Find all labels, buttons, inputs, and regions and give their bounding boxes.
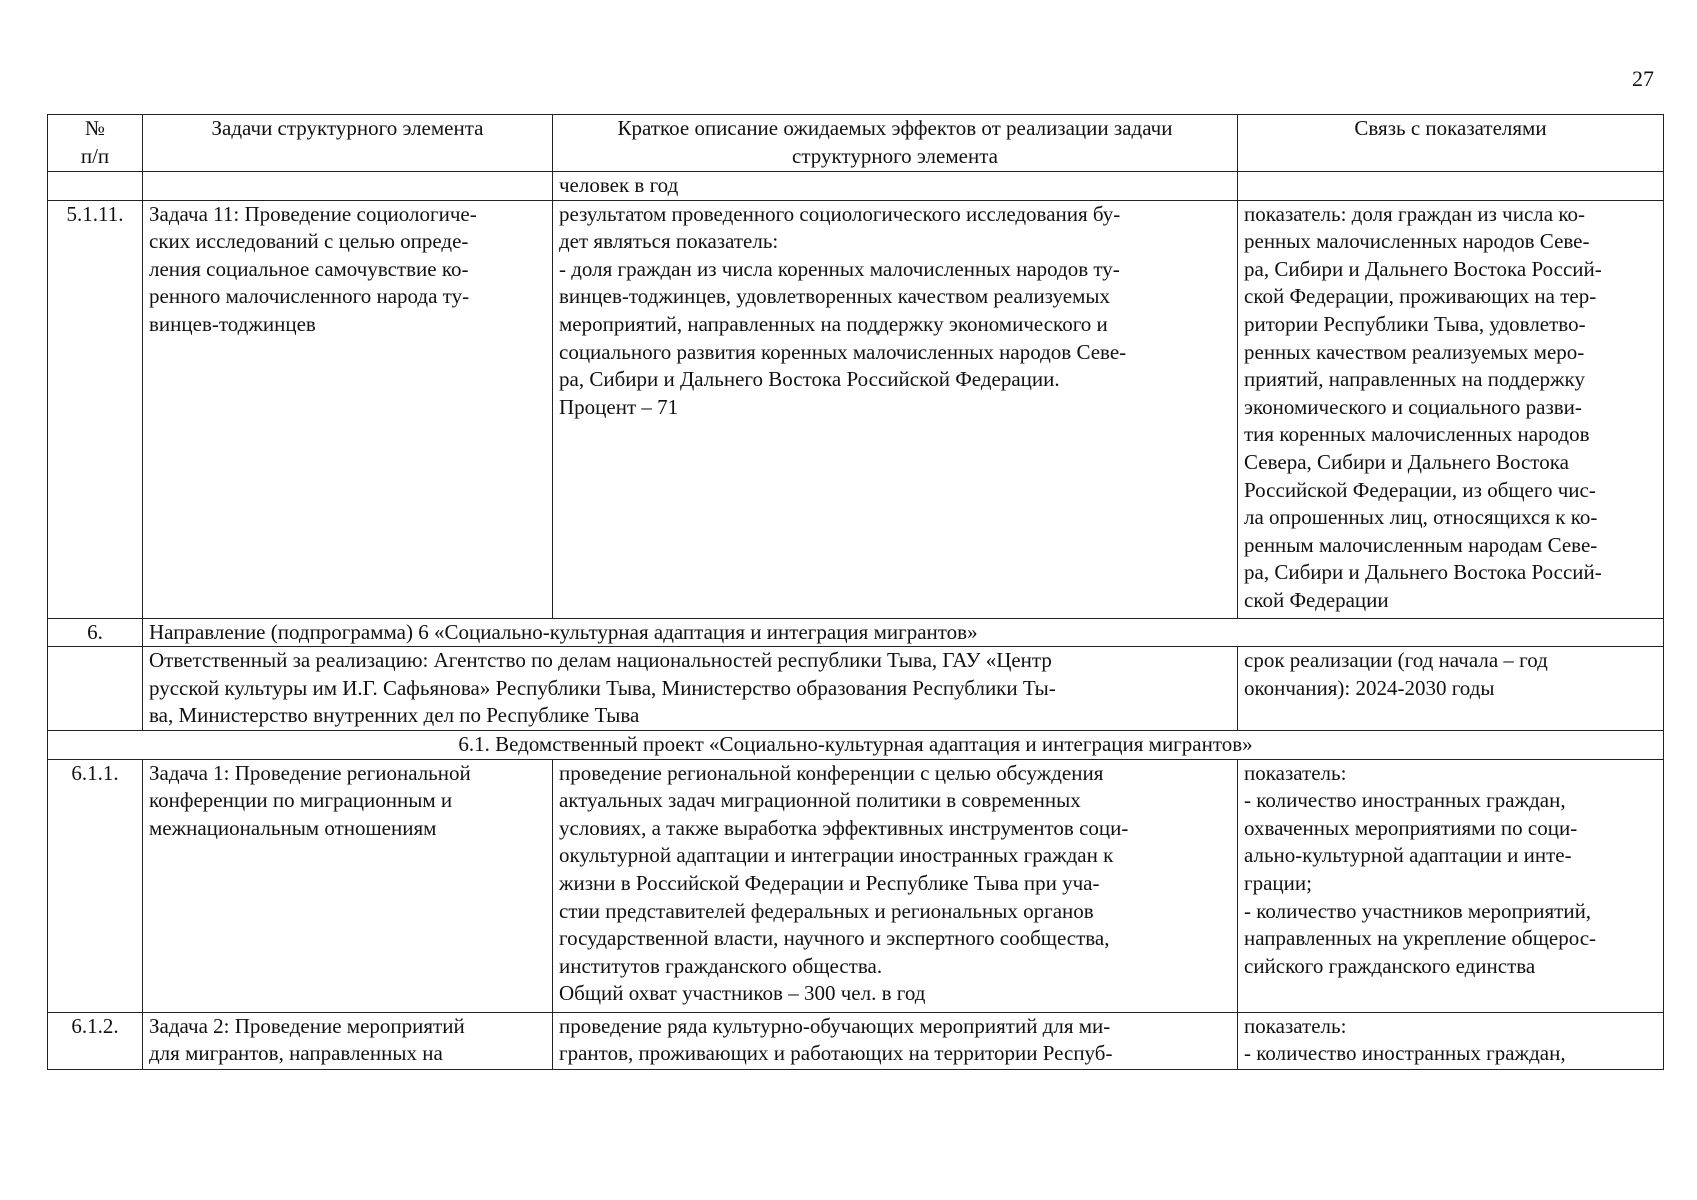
row-indicator-cell — [1238, 1012, 1664, 1069]
effect-line: социального развития коренных малочисленных народов Севе- — [559, 339, 1127, 364]
indicator-line: экономического и социального разви- — [1244, 394, 1582, 419]
row-effect-cell — [553, 1012, 1238, 1069]
responsible-line: русской культуры им И.Г. Сафьянова» Республики Тыва, Министерство образования Республики Ты- — [149, 675, 1056, 700]
term-cell — [1238, 647, 1664, 731]
cont-indicator-cell — [1238, 172, 1664, 201]
direction-title-cell — [143, 618, 1664, 647]
effect-line: дет являться показатель: — [559, 229, 779, 254]
effect-line: государственной власти, научного и экспертного сообщества, — [559, 926, 1110, 951]
effect-line: ра, Сибири и Дальнего Востока Российской Федерации. — [559, 367, 1060, 392]
effect-line: Процент – 71 — [559, 394, 679, 419]
cont-task-cell — [143, 172, 553, 201]
row-effect-cell — [553, 759, 1238, 1012]
row-num: 6. — [87, 619, 103, 644]
indicator-line: ской Федерации, проживающих на тер- — [1244, 284, 1597, 309]
row-indicator-cell — [1238, 200, 1664, 618]
effect-line: винцев-тоджинцев, удовлетворенных качеством реализуемых — [559, 284, 1110, 309]
header-effects-line: Краткое описание ожидаемых эффектов от реализации задачи — [617, 116, 1173, 140]
responsible-cell — [143, 647, 1238, 731]
row-num: 5.1.11. — [66, 201, 124, 226]
row-num-cell — [48, 200, 143, 618]
effect-line: проведение региональной конференции с целью обсуждения — [559, 760, 1104, 785]
row-num: 6.1.1. — [71, 760, 119, 785]
effect-line: Общий охват участников – 300 чел. в год — [559, 981, 926, 1006]
task-line: Задача 11: Проведение социологиче- — [149, 201, 477, 226]
responsible-num-cell — [48, 647, 143, 731]
indicator-line: приятий, направленных на поддержку — [1244, 367, 1585, 392]
header-num-line: п/п — [80, 143, 110, 168]
effect-line: условиях, а также выработка эффективных инструментов соци- — [559, 815, 1129, 840]
indicator-line: ра, Сибири и Дальнего Востока Россий- — [1244, 256, 1602, 281]
row-num: 6.1.2. — [71, 1013, 119, 1038]
header-indicators-cell — [1238, 115, 1664, 172]
row-task-cell — [143, 759, 553, 1012]
task-line: Задача 2: Проведение мероприятий — [149, 1013, 465, 1038]
page-number: 27 — [1632, 66, 1654, 91]
responsible-row — [48, 647, 1664, 731]
effect-line: стии представителей федеральных и региональных органов — [559, 898, 1094, 923]
indicator-line: грации; — [1244, 870, 1312, 895]
header-indicators-line: Связь с показателями — [1354, 116, 1547, 140]
task-line: винцев-тоджинцев — [149, 311, 316, 336]
table-header-row — [48, 115, 1664, 172]
indicator-line: показатель: — [1244, 1013, 1347, 1038]
indicator-line: ла опрошенных лиц, относящихся к ко- — [1244, 505, 1598, 530]
row-num-cell — [48, 618, 143, 647]
header-effects-line: структурного элемента — [792, 143, 998, 168]
effect-line: - доля граждан из числа коренных малочисленных народов ту- — [559, 256, 1120, 281]
term-line: окончания): 2024-2030 годы — [1244, 675, 1495, 700]
effect-line: институтов гражданского общества. — [559, 953, 883, 978]
row-task-cell — [143, 200, 553, 618]
indicator-line: ра, Сибири и Дальнего Востока Россий- — [1244, 560, 1602, 585]
task-line: Задача 1: Проведение региональной — [149, 760, 471, 785]
project-title: 6.1. Ведомственный проект «Социально-культурная адаптация и интеграция мигрантов» — [458, 731, 1253, 756]
project-title-cell — [48, 730, 1664, 759]
indicator-line: ально-культурной адаптации и инте- — [1244, 843, 1572, 868]
indicator-line: - количество участников мероприятий, — [1244, 898, 1592, 923]
cont-effect-cell — [553, 172, 1238, 201]
term-line: срок реализации (год начала – год — [1244, 648, 1548, 673]
header-tasks-cell — [143, 115, 553, 172]
header-num-cell — [48, 115, 143, 172]
row-indicator-cell — [1238, 759, 1664, 1012]
indicator-line: ренных малочисленных народов Севе- — [1244, 229, 1590, 254]
responsible-line: ва, Министерство внутренних дел по Республике Тыва — [149, 703, 640, 728]
table-row-6 — [48, 618, 1664, 647]
task-line: ских исследований с целью опреде- — [149, 229, 469, 254]
table-row-6-1-2 — [48, 1012, 1664, 1069]
row-num-cell — [48, 1012, 143, 1069]
effect-line: результатом проведенного социологического исследования бу- — [559, 201, 1121, 226]
indicator-line: ренных качеством реализуемых меро- — [1244, 339, 1585, 364]
header-tasks-line: Задачи структурного элемента — [211, 116, 484, 140]
header-num-line: № — [84, 116, 106, 140]
project-title-row — [48, 730, 1664, 759]
indicator-line: ской Федерации — [1244, 587, 1389, 612]
effect-line: актуальных задач миграционной политики в современных — [559, 788, 1081, 813]
row-effect-cell — [553, 200, 1238, 618]
indicator-line: тия коренных малочисленных народов — [1244, 422, 1590, 447]
table-row-5-1-11 — [48, 200, 1664, 618]
indicator-line: Российской Федерации, из общего чис- — [1244, 477, 1596, 502]
indicator-line: Севера, Сибири и Дальнего Востока — [1244, 449, 1569, 474]
indicator-line: ренным малочисленным народам Севе- — [1244, 532, 1598, 557]
indicator-line: сийского гражданского единства — [1244, 953, 1536, 978]
task-line: конференции по миграционным и — [149, 788, 453, 813]
continuation-row — [48, 172, 1664, 201]
effect-line: окультурной адаптации и интеграции иностранных граждан к — [559, 843, 1114, 868]
indicator-line: показатель: — [1244, 760, 1347, 785]
row-task-cell — [143, 1012, 553, 1069]
cont-num-cell — [48, 172, 143, 201]
document-table — [47, 114, 1664, 1070]
indicator-line: направленных на укрепление общерос- — [1244, 926, 1597, 951]
effect-line: жизни в Российской Федерации и Республике Тыва при уча- — [559, 870, 1100, 895]
row-num-cell — [48, 759, 143, 1012]
effect-line: мероприятий, направленных на поддержку экономического и — [559, 311, 1108, 336]
task-line: для мигрантов, направленных на — [149, 1041, 443, 1066]
effect-line: грантов, проживающих и работающих на территории Респуб- — [559, 1041, 1113, 1066]
responsible-line: Ответственный за реализацию: Агентство по делам национальностей республики Тыва, ГАУ «Центр — [149, 648, 1052, 673]
header-effects-cell — [553, 115, 1238, 172]
task-line: ренного малочисленного народа ту- — [149, 284, 470, 309]
task-line: межнациональным отношениям — [149, 815, 437, 840]
direction-title: Направление (подпрограмма) 6 «Социально-культурная адаптация и интеграция мигрантов» — [149, 619, 978, 644]
indicator-line: показатель: доля граждан из числа ко- — [1244, 201, 1585, 226]
indicator-line: - количество иностранных граждан, — [1244, 1041, 1566, 1066]
indicator-line: ритории Республики Тыва, удовлетво- — [1244, 311, 1586, 336]
indicator-line: охваченных мероприятиями по соци- — [1244, 815, 1578, 840]
indicator-line: - количество иностранных граждан, — [1244, 788, 1566, 813]
effect-line: проведение ряда культурно-обучающих мероприятий для ми- — [559, 1013, 1111, 1038]
cont-effect-line: человек в год — [559, 173, 679, 197]
task-line: ления социальное самочувствие ко- — [149, 256, 469, 281]
table-row-6-1-1 — [48, 759, 1664, 1012]
